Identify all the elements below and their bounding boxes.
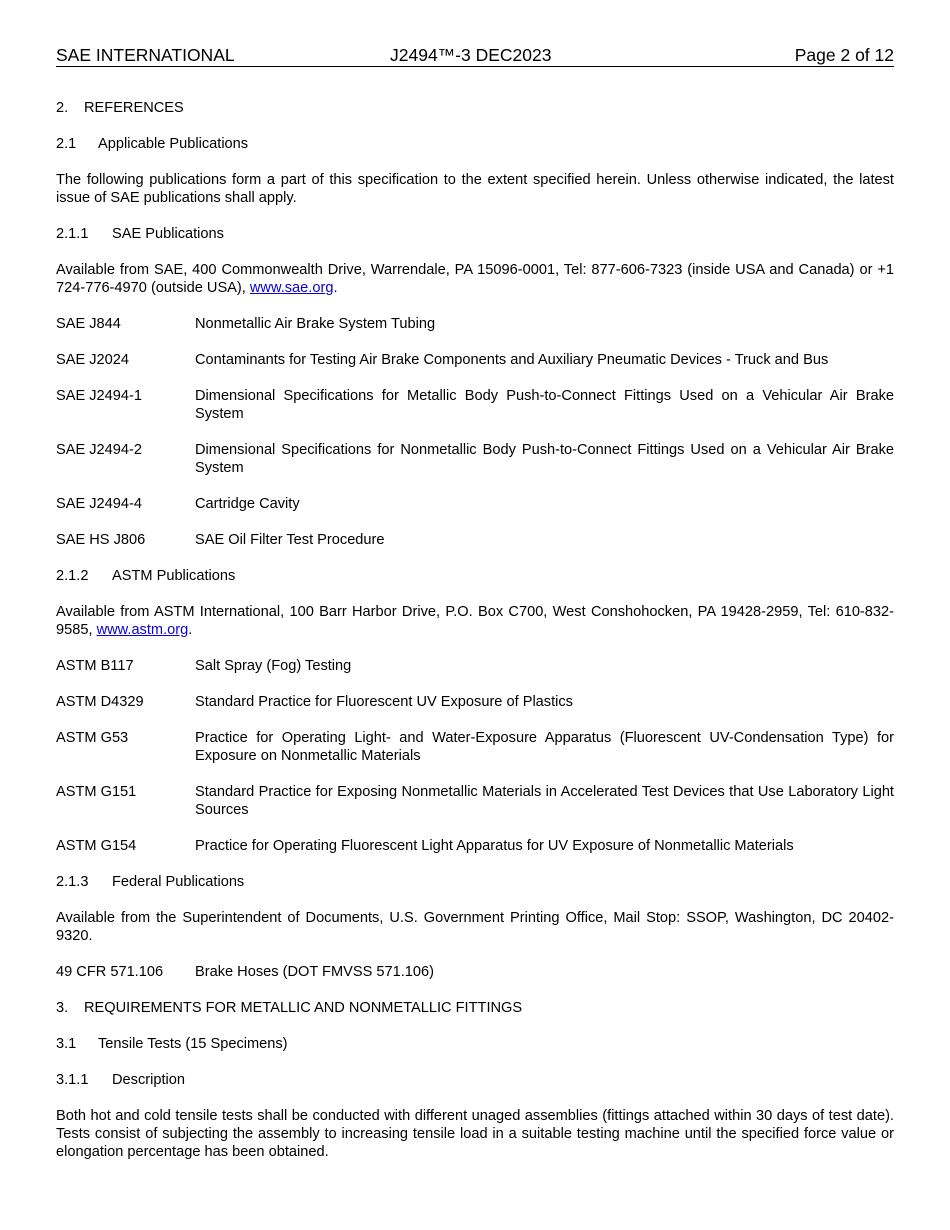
section-number: 2.1.2 [56,568,89,584]
reference-title: Standard Practice for Exposing Nonmetallic Materials in Accelerated Test Devices that Use Laboratory Light Sources [195,784,894,818]
reference-title: Dimensional Specifications for Nonmetallic Body Push-to-Connect Fittings Used on a Vehicular Air Brake System [195,442,894,476]
section-title: Federal Publications [112,874,245,890]
reference-item [56,963,894,981]
paragraph-federal-availability: Available from the Superintendent of Documents, U.S. Government Printing Office, Mail Stop: SSOP, Washington, DC 20402-9320. [56,910,894,944]
reference-code: SAE J2494-2 [56,442,142,458]
document-page [56,44,894,1179]
period: . [188,622,193,638]
availability-text: Available from SAE, 400 Commonwealth Drive, Warrendale, PA 15096-0001, Tel: 877-606-7323 (inside USA and Canada) or +1 724-776-4970 (outside USA), [56,262,894,296]
reference-title: SAE Oil Filter Test Procedure [195,532,385,548]
reference-item [56,441,894,477]
reference-title: Practice for Operating Light- and Water-Exposure Apparatus (Fluorescent UV-Condensation Type) for Exposure on Nonmetallic Materials [195,730,894,764]
reference-code: ASTM G154 [56,838,137,854]
section-title: REQUIREMENTS FOR METALLIC AND NONMETALLIC FITTINGS [84,1000,523,1016]
reference-code: SAE J844 [56,316,121,332]
reference-title: Dimensional Specifications for Metallic Body Push-to-Connect Fittings Used on a Vehicular Air Brake System [195,388,894,422]
section-title: ASTM Publications [112,568,236,584]
section-number: 2. [56,100,69,116]
paragraph-sae-availability [56,261,894,297]
section-heading-applicable-publications [56,135,894,153]
header-page-number: Page 2 of 12 [794,45,894,65]
reference-title: Practice for Operating Fluorescent Light Apparatus for UV Exposure of Nonmetallic Materials [195,838,794,854]
reference-code: ASTM G151 [56,784,137,800]
astm-reference-list [56,657,894,855]
reference-title: Cartridge Cavity [195,496,300,512]
section-heading-astm-publications [56,567,894,585]
section-title: Description [112,1072,185,1088]
section-number: 3.1.1 [56,1072,89,1088]
section-number: 2.1 [56,136,77,152]
paragraph-applicable-publications: The following publications form a part of this specification to the extent specified herein. Unless otherwise indicated, the latest issue of SAE publications shall apply. [56,172,894,206]
reference-item [56,531,894,549]
section-heading-description [56,1071,894,1089]
reference-item [56,351,894,369]
reference-code: SAE J2494-1 [56,388,142,404]
page-header [56,44,894,67]
paragraph-tensile-description: Both hot and cold tensile tests shall be conducted with different unaged assemblies (fittings attached within 30 days of test date). Tests consist of subjecting the assembly to increasing tensile load in a suitable testing machine until the specified force value or elongation percentage has been obtained. [56,1108,894,1160]
section-number: 2.1.1 [56,226,89,242]
section-heading-requirements [56,999,894,1017]
availability-text: Available from ASTM International, 100 Barr Harbor Drive, P.O. Box C700, West Conshohocken, PA 19428-2959, Tel: 610-832-9585, [56,604,894,638]
reference-code: SAE HS J806 [56,532,146,548]
section-number: 2.1.3 [56,874,89,890]
reference-item [56,315,894,333]
federal-reference-list [56,963,894,981]
period: . [333,280,338,296]
reference-title: Salt Spray (Fog) Testing [195,658,352,674]
reference-item [56,495,894,513]
section-heading-references [56,99,894,117]
section-title: Applicable Publications [98,136,249,152]
section-title: Tensile Tests (15 Specimens) [98,1036,288,1052]
reference-code: ASTM B117 [56,658,134,674]
reference-title: Nonmetallic Air Brake System Tubing [195,316,436,332]
section-number: 3.1 [56,1036,77,1052]
reference-code: 49 CFR 571.106 [56,964,164,980]
reference-title: Brake Hoses (DOT FMVSS 571.106) [195,964,434,980]
reference-item [56,729,894,765]
reference-title: Standard Practice for Fluorescent UV Exposure of Plastics [195,694,573,710]
astm-website-link[interactable]: www.astm.org [96,622,189,638]
sae-reference-list [56,315,894,549]
reference-title: Contaminants for Testing Air Brake Components and Auxiliary Pneumatic Devices - Truck and Bus [195,352,829,368]
reference-code: ASTM D4329 [56,694,144,710]
reference-code: SAE J2494-4 [56,496,142,512]
paragraph-astm-availability [56,603,894,639]
document-body [56,99,894,1161]
section-number: 3. [56,1000,69,1016]
header-organization: SAE INTERNATIONAL [56,45,235,65]
section-title: SAE Publications [112,226,224,242]
section-heading-tensile-tests [56,1035,894,1053]
section-heading-federal-publications [56,873,894,891]
reference-code: ASTM G53 [56,730,129,746]
reference-item [56,387,894,423]
sae-website-link[interactable]: www.sae.org [249,280,334,296]
reference-item [56,693,894,711]
header-document-id: J2494™-3 DEC2023 [390,45,552,65]
section-heading-sae-publications [56,225,894,243]
section-title: REFERENCES [84,100,184,116]
reference-item [56,657,894,675]
reference-item [56,783,894,819]
reference-code: SAE J2024 [56,352,130,368]
reference-item [56,837,894,855]
